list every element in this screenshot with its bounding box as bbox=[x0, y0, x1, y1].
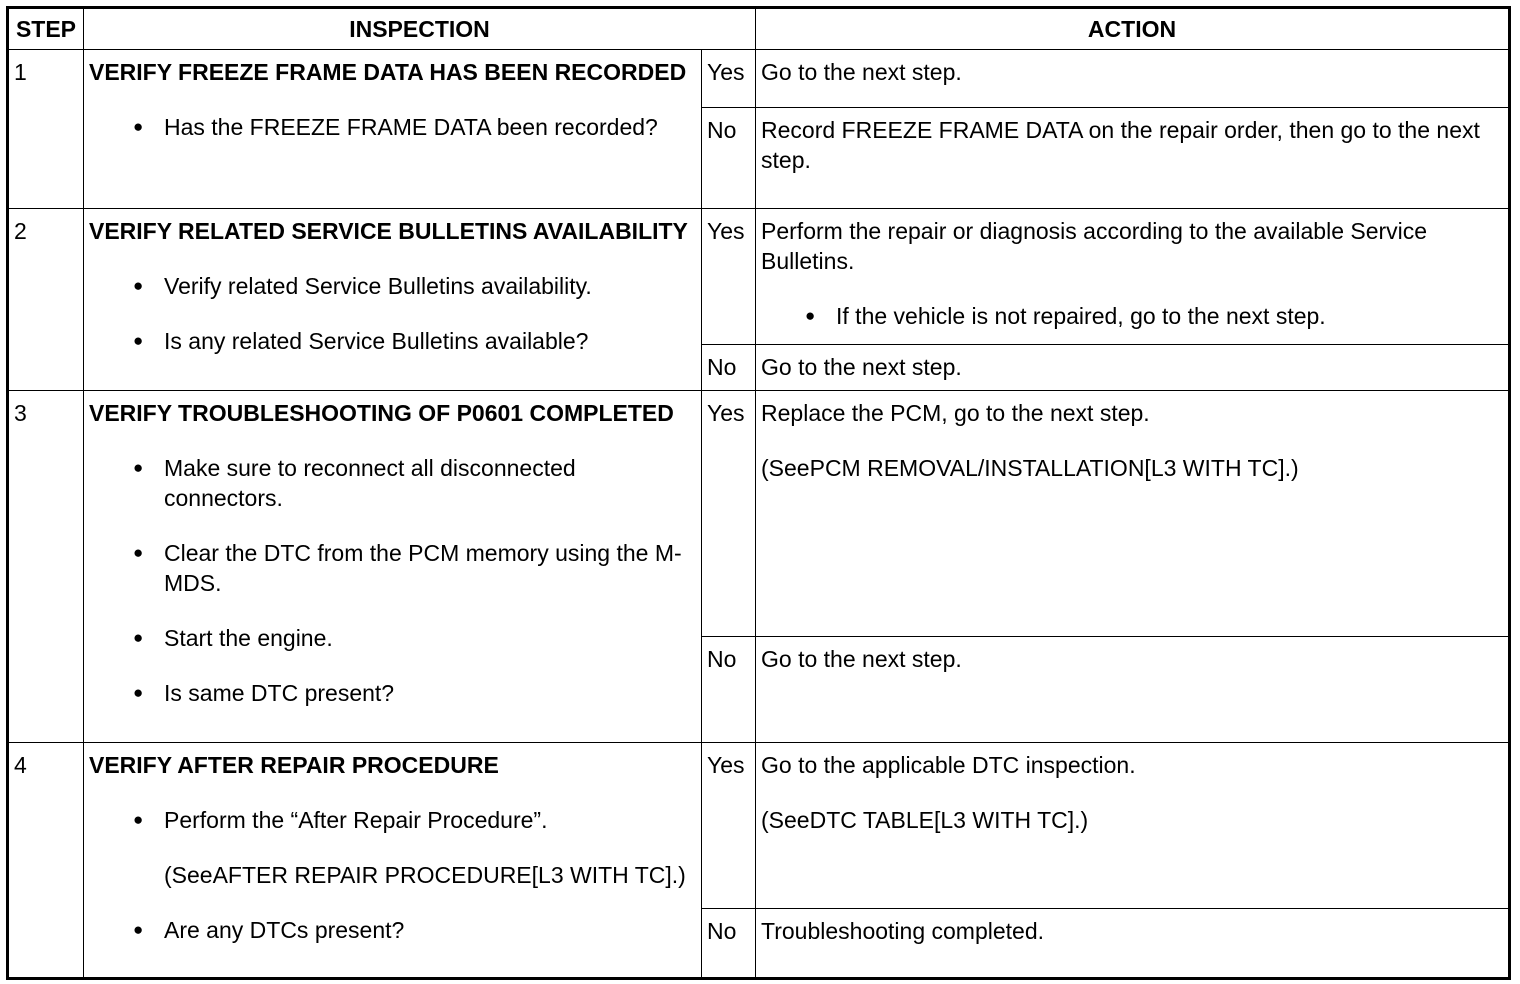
no-action bbox=[756, 909, 1510, 979]
inspection-cell bbox=[84, 391, 702, 743]
yes-label: Yes bbox=[702, 743, 756, 909]
yes-action bbox=[756, 743, 1510, 909]
header-step: STEP bbox=[8, 8, 84, 50]
bullet-item: ● Clear the DTC from the PCM memory using the M-MDS. bbox=[89, 538, 695, 598]
step-number: 4 bbox=[8, 743, 84, 979]
yes-label: Yes bbox=[702, 209, 756, 345]
bullet-item: ● Verify related Service Bulletins availability. bbox=[89, 271, 695, 301]
action-text: Replace the PCM, go to the next step. bbox=[761, 400, 1150, 426]
header-inspection: INSPECTION bbox=[84, 8, 756, 50]
bullet-item: ● Has the FREEZE FRAME DATA been recorded? bbox=[89, 112, 695, 142]
diagnostic-procedure-table bbox=[6, 6, 1511, 980]
no-action bbox=[756, 108, 1510, 209]
inspection-cell bbox=[84, 743, 702, 979]
bullet-item: ● Start the engine. bbox=[89, 623, 695, 653]
action-text: Record FREEZE FRAME DATA on the repair order, then go to the next step. bbox=[761, 117, 1480, 173]
step-number: 2 bbox=[8, 209, 84, 391]
bullet-item: ● Is same DTC present? bbox=[89, 678, 695, 708]
header-action: ACTION bbox=[756, 8, 1510, 50]
inspection-cell bbox=[84, 50, 702, 209]
action-text: Go to the next step. bbox=[761, 354, 962, 380]
action-text: Go to the next step. bbox=[761, 646, 962, 672]
step-title: VERIFY FREEZE FRAME DATA HAS BEEN RECORDED bbox=[89, 59, 687, 85]
no-action bbox=[756, 637, 1510, 743]
no-label: No bbox=[702, 345, 756, 391]
action-text: Go to the next step. bbox=[761, 59, 962, 85]
bullet-item: ● Perform the “After Repair Procedure”. bbox=[89, 805, 695, 835]
bullet-item: ● Are any DTCs present? bbox=[89, 915, 695, 945]
step-title: VERIFY TROUBLESHOOTING OF P0601 COMPLETED bbox=[89, 400, 674, 426]
reference-link[interactable]: (SeePCM REMOVAL/INSTALLATION[L3 WITH TC].) bbox=[761, 455, 1299, 481]
action-bullet: ● If the vehicle is not repaired, go to the next step. bbox=[761, 301, 1502, 331]
step-3-yes-row bbox=[8, 391, 1510, 637]
bullet-item: ● Make sure to reconnect all disconnected connectors. bbox=[89, 453, 695, 513]
step-title: VERIFY AFTER REPAIR PROCEDURE bbox=[89, 752, 499, 778]
inspection-cell bbox=[84, 209, 702, 391]
no-label: No bbox=[702, 909, 756, 979]
reference-link[interactable]: (SeeAFTER REPAIR PROCEDURE[L3 WITH TC].) bbox=[164, 862, 686, 888]
action-text: Perform the repair or diagnosis according to the available Service Bulletins. bbox=[761, 218, 1428, 274]
step-4-yes-row bbox=[8, 743, 1510, 909]
step-number: 3 bbox=[8, 391, 84, 743]
yes-action bbox=[756, 209, 1510, 345]
no-label: No bbox=[702, 108, 756, 209]
reference-link[interactable]: (SeeDTC TABLE[L3 WITH TC].) bbox=[761, 807, 1089, 833]
yes-action bbox=[756, 391, 1510, 637]
yes-action bbox=[756, 50, 1510, 108]
action-text: Troubleshooting completed. bbox=[761, 918, 1045, 944]
yes-label: Yes bbox=[702, 50, 756, 108]
step-title: VERIFY RELATED SERVICE BULLETINS AVAILABILITY bbox=[89, 218, 688, 244]
bullet-item: ● Is any related Service Bulletins available? bbox=[89, 326, 695, 356]
no-label: No bbox=[702, 637, 756, 743]
action-text: Go to the applicable DTC inspection. bbox=[761, 752, 1136, 778]
step-1-yes-row bbox=[8, 50, 1510, 108]
step-2-yes-row bbox=[8, 209, 1510, 345]
yes-label: Yes bbox=[702, 391, 756, 637]
step-number: 1 bbox=[8, 50, 84, 209]
header-row bbox=[8, 8, 1510, 50]
no-action bbox=[756, 345, 1510, 391]
